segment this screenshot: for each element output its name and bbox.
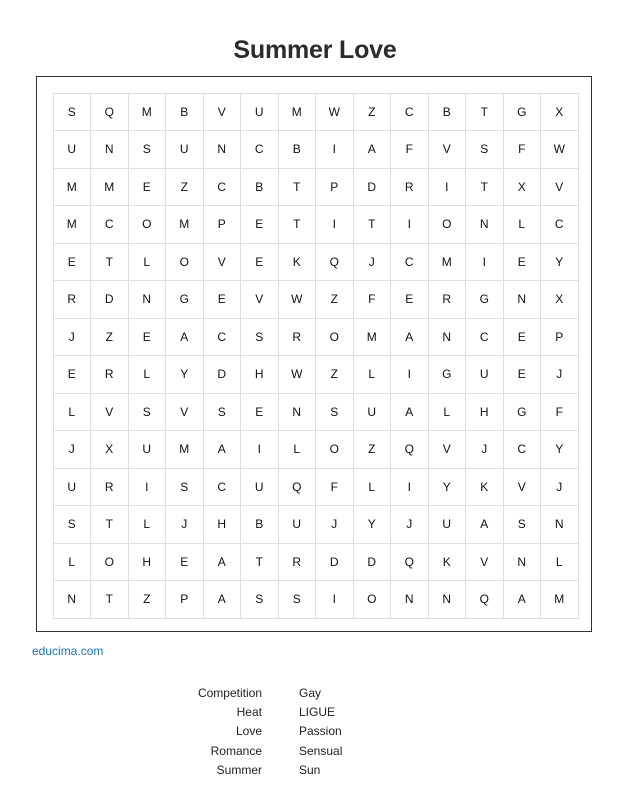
- grid-cell[interactable]: Z: [165, 168, 204, 207]
- grid-cell[interactable]: C: [540, 205, 579, 244]
- grid-cell[interactable]: G: [503, 93, 542, 132]
- grid-cell[interactable]: L: [128, 355, 167, 394]
- grid-cell[interactable]: M: [90, 168, 129, 207]
- grid-cell[interactable]: S: [53, 505, 92, 544]
- grid-cell[interactable]: L: [53, 543, 92, 582]
- grid-cell[interactable]: K: [428, 543, 467, 582]
- grid-cell[interactable]: S: [128, 130, 167, 169]
- grid-cell[interactable]: F: [353, 280, 392, 319]
- grid-cell[interactable]: J: [540, 355, 579, 394]
- grid-cell[interactable]: H: [240, 355, 279, 394]
- grid-cell[interactable]: G: [465, 280, 504, 319]
- grid-cell[interactable]: I: [390, 468, 429, 507]
- grid-cell[interactable]: N: [278, 393, 317, 432]
- grid-cell[interactable]: I: [315, 130, 354, 169]
- grid-cell[interactable]: V: [465, 543, 504, 582]
- grid-cell[interactable]: Z: [128, 580, 167, 619]
- grid-cell[interactable]: J: [390, 505, 429, 544]
- grid-cell[interactable]: M: [128, 93, 167, 132]
- grid-cell[interactable]: S: [128, 393, 167, 432]
- grid-cell[interactable]: I: [315, 205, 354, 244]
- grid-cell[interactable]: R: [278, 543, 317, 582]
- grid-cell[interactable]: D: [203, 355, 242, 394]
- grid-cell[interactable]: D: [353, 543, 392, 582]
- grid-cell[interactable]: F: [390, 130, 429, 169]
- grid-cell[interactable]: Y: [165, 355, 204, 394]
- grid-cell[interactable]: Y: [540, 430, 579, 469]
- word-list-item: LIGUE: [299, 705, 336, 720]
- grid-cell[interactable]: V: [503, 468, 542, 507]
- grid-cell[interactable]: T: [90, 505, 129, 544]
- grid-cell[interactable]: Q: [390, 543, 429, 582]
- grid-cell[interactable]: Y: [540, 243, 579, 282]
- grid-cell[interactable]: K: [278, 243, 317, 282]
- grid-cell[interactable]: M: [278, 93, 317, 132]
- grid-cell[interactable]: E: [128, 318, 167, 357]
- grid-cell[interactable]: C: [203, 318, 242, 357]
- grid-cell[interactable]: N: [540, 505, 579, 544]
- grid-cell[interactable]: F: [315, 468, 354, 507]
- grid-cell[interactable]: L: [53, 393, 92, 432]
- grid-cell[interactable]: A: [465, 505, 504, 544]
- grid-cell[interactable]: A: [165, 318, 204, 357]
- grid-cell[interactable]: V: [240, 280, 279, 319]
- grid-cell[interactable]: O: [128, 205, 167, 244]
- grid-cell[interactable]: R: [390, 168, 429, 207]
- grid-cell[interactable]: M: [53, 168, 92, 207]
- grid-cell[interactable]: J: [540, 468, 579, 507]
- grid-cell[interactable]: L: [278, 430, 317, 469]
- grid-cell[interactable]: C: [503, 430, 542, 469]
- grid-cell[interactable]: G: [428, 355, 467, 394]
- grid-cell[interactable]: R: [428, 280, 467, 319]
- grid-cell[interactable]: E: [240, 243, 279, 282]
- grid-cell[interactable]: V: [203, 243, 242, 282]
- grid-cell[interactable]: L: [128, 243, 167, 282]
- word-list-item: Heat: [236, 705, 262, 720]
- grid-cell[interactable]: O: [90, 543, 129, 582]
- grid-cell[interactable]: Q: [465, 580, 504, 619]
- grid-cell[interactable]: E: [503, 243, 542, 282]
- grid-cell[interactable]: A: [203, 543, 242, 582]
- grid-cell[interactable]: M: [165, 205, 204, 244]
- grid-cell[interactable]: C: [390, 243, 429, 282]
- grid-cell[interactable]: C: [203, 468, 242, 507]
- grid-cell[interactable]: B: [278, 130, 317, 169]
- grid-cell[interactable]: E: [503, 318, 542, 357]
- grid-cell[interactable]: S: [503, 505, 542, 544]
- grid-cell[interactable]: Y: [353, 505, 392, 544]
- grid-cell[interactable]: I: [240, 430, 279, 469]
- grid-cell[interactable]: W: [278, 355, 317, 394]
- grid-cell[interactable]: P: [203, 205, 242, 244]
- grid-cell[interactable]: E: [240, 393, 279, 432]
- grid-cell[interactable]: V: [428, 430, 467, 469]
- grid-cell[interactable]: H: [203, 505, 242, 544]
- grid-cell[interactable]: V: [540, 168, 579, 207]
- grid-cell[interactable]: Q: [315, 243, 354, 282]
- grid-cell[interactable]: I: [390, 355, 429, 394]
- grid-cell[interactable]: T: [465, 93, 504, 132]
- grid-cell[interactable]: Z: [315, 355, 354, 394]
- grid-cell[interactable]: W: [540, 130, 579, 169]
- grid-cell[interactable]: Q: [90, 93, 129, 132]
- grid-cell[interactable]: N: [128, 280, 167, 319]
- source-link[interactable]: educima.com: [32, 644, 104, 658]
- grid-cell[interactable]: E: [128, 168, 167, 207]
- grid-cell[interactable]: C: [90, 205, 129, 244]
- grid-cell[interactable]: O: [428, 205, 467, 244]
- grid-cell[interactable]: X: [503, 168, 542, 207]
- grid-cell[interactable]: H: [465, 393, 504, 432]
- grid-cell[interactable]: U: [240, 468, 279, 507]
- word-list-item: Romance: [210, 743, 262, 758]
- grid-cell[interactable]: C: [203, 168, 242, 207]
- grid-cell[interactable]: S: [465, 130, 504, 169]
- grid-cell[interactable]: N: [503, 280, 542, 319]
- grid-cell[interactable]: I: [390, 205, 429, 244]
- grid-cell[interactable]: R: [53, 280, 92, 319]
- grid-cell[interactable]: D: [315, 543, 354, 582]
- word-list-item: Competition: [197, 686, 262, 700]
- grid-cell[interactable]: S: [165, 468, 204, 507]
- grid-cell[interactable]: Q: [278, 468, 317, 507]
- grid-cell[interactable]: D: [90, 280, 129, 319]
- grid-cell[interactable]: T: [240, 543, 279, 582]
- grid-cell[interactable]: O: [353, 580, 392, 619]
- grid-cell[interactable]: P: [165, 580, 204, 619]
- grid-cell[interactable]: J: [165, 505, 204, 544]
- grid-cell[interactable]: U: [240, 93, 279, 132]
- grid-cell[interactable]: U: [428, 505, 467, 544]
- grid-cell[interactable]: G: [165, 280, 204, 319]
- grid-cell[interactable]: N: [53, 580, 92, 619]
- grid-cell[interactable]: N: [390, 580, 429, 619]
- grid-cell[interactable]: H: [128, 543, 167, 582]
- grid-cell[interactable]: L: [128, 505, 167, 544]
- grid-cell[interactable]: I: [315, 580, 354, 619]
- grid-cell[interactable]: P: [540, 318, 579, 357]
- grid-cell[interactable]: N: [428, 580, 467, 619]
- grid-cell[interactable]: P: [315, 168, 354, 207]
- grid-cell[interactable]: J: [315, 505, 354, 544]
- grid-cell[interactable]: V: [90, 393, 129, 432]
- grid-cell[interactable]: T: [278, 205, 317, 244]
- grid-cell[interactable]: U: [53, 130, 92, 169]
- grid-cell[interactable]: W: [315, 93, 354, 132]
- grid-cell[interactable]: Z: [353, 430, 392, 469]
- grid-cell[interactable]: A: [203, 580, 242, 619]
- grid-cell[interactable]: M: [540, 580, 579, 619]
- grid-cell[interactable]: S: [240, 580, 279, 619]
- grid-cell[interactable]: U: [353, 393, 392, 432]
- grid-cell[interactable]: S: [315, 393, 354, 432]
- grid-cell[interactable]: N: [465, 205, 504, 244]
- grid-cell[interactable]: M: [165, 430, 204, 469]
- grid-cell[interactable]: A: [503, 580, 542, 619]
- grid-cell[interactable]: N: [503, 543, 542, 582]
- grid-cell[interactable]: E: [53, 355, 92, 394]
- grid-cell[interactable]: L: [503, 205, 542, 244]
- grid-cell[interactable]: X: [90, 430, 129, 469]
- grid-cell[interactable]: A: [353, 130, 392, 169]
- grid-cell[interactable]: S: [203, 393, 242, 432]
- word-list-item: Gay: [299, 686, 322, 700]
- grid-cell[interactable]: J: [353, 243, 392, 282]
- grid-cell[interactable]: I: [428, 168, 467, 207]
- grid-cell[interactable]: B: [428, 93, 467, 132]
- grid-cell[interactable]: M: [53, 205, 92, 244]
- grid-cell[interactable]: N: [428, 318, 467, 357]
- grid-cell[interactable]: J: [53, 430, 92, 469]
- word-list-item: Love: [235, 724, 262, 739]
- grid-cell[interactable]: I: [465, 243, 504, 282]
- grid-cell[interactable]: E: [503, 355, 542, 394]
- grid-cell[interactable]: X: [540, 93, 579, 132]
- grid-cell[interactable]: Z: [353, 93, 392, 132]
- grid-cell[interactable]: T: [90, 580, 129, 619]
- grid-cell[interactable]: S: [240, 318, 279, 357]
- grid-cell[interactable]: C: [465, 318, 504, 357]
- grid-cell[interactable]: R: [90, 468, 129, 507]
- letter-grid: [53, 93, 578, 618]
- grid-cell[interactable]: U: [278, 505, 317, 544]
- grid-cell[interactable]: D: [353, 168, 392, 207]
- grid-cell[interactable]: E: [165, 543, 204, 582]
- word-list-item: Summer: [216, 762, 262, 777]
- grid-cell[interactable]: A: [203, 430, 242, 469]
- grid-cell[interactable]: R: [90, 355, 129, 394]
- grid-cell[interactable]: J: [53, 318, 92, 357]
- grid-cell[interactable]: O: [315, 430, 354, 469]
- grid-cell[interactable]: J: [465, 430, 504, 469]
- grid-cell[interactable]: T: [90, 243, 129, 282]
- grid-cell[interactable]: B: [240, 505, 279, 544]
- grid-cell[interactable]: Z: [90, 318, 129, 357]
- grid-cell[interactable]: C: [240, 130, 279, 169]
- grid-cell[interactable]: L: [353, 468, 392, 507]
- grid-cell[interactable]: Z: [315, 280, 354, 319]
- word-list-item: Passion: [299, 724, 342, 739]
- grid-cell[interactable]: T: [353, 205, 392, 244]
- grid-cell[interactable]: S: [278, 580, 317, 619]
- grid-cell[interactable]: M: [428, 243, 467, 282]
- grid-cell[interactable]: X: [540, 280, 579, 319]
- grid-cell[interactable]: I: [128, 468, 167, 507]
- grid-cell[interactable]: L: [428, 393, 467, 432]
- grid-cell[interactable]: S: [53, 93, 92, 132]
- grid-cell[interactable]: E: [240, 205, 279, 244]
- grid-cell[interactable]: E: [203, 280, 242, 319]
- grid-cell[interactable]: O: [315, 318, 354, 357]
- grid-cell[interactable]: B: [165, 93, 204, 132]
- grid-cell[interactable]: V: [203, 93, 242, 132]
- grid-cell[interactable]: U: [128, 430, 167, 469]
- word-list-item: Sun: [299, 762, 321, 777]
- puzzle-title: Summer Love: [233, 36, 397, 64]
- grid-cell[interactable]: L: [540, 543, 579, 582]
- grid-cell[interactable]: K: [465, 468, 504, 507]
- grid-cell[interactable]: U: [53, 468, 92, 507]
- puzzle-frame: [36, 76, 592, 632]
- grid-cell[interactable]: Q: [390, 430, 429, 469]
- grid-cell[interactable]: B: [240, 168, 279, 207]
- grid-cell[interactable]: V: [165, 393, 204, 432]
- grid-cell[interactable]: C: [390, 93, 429, 132]
- grid-cell[interactable]: A: [390, 393, 429, 432]
- grid-cell[interactable]: T: [278, 168, 317, 207]
- word-list-item: Sensual: [299, 743, 343, 758]
- grid-cell[interactable]: R: [278, 318, 317, 357]
- grid-cell[interactable]: N: [90, 130, 129, 169]
- grid-cell[interactable]: Y: [428, 468, 467, 507]
- grid-cell[interactable]: G: [503, 393, 542, 432]
- grid-cell[interactable]: U: [465, 355, 504, 394]
- grid-cell[interactable]: T: [465, 168, 504, 207]
- grid-cell[interactable]: W: [278, 280, 317, 319]
- grid-cell[interactable]: N: [203, 130, 242, 169]
- grid-cell[interactable]: U: [165, 130, 204, 169]
- grid-cell[interactable]: A: [390, 318, 429, 357]
- grid-cell[interactable]: E: [53, 243, 92, 282]
- grid-cell[interactable]: M: [353, 318, 392, 357]
- grid-cell[interactable]: F: [540, 393, 579, 432]
- grid-cell[interactable]: V: [428, 130, 467, 169]
- grid-cell[interactable]: O: [165, 243, 204, 282]
- grid-cell[interactable]: E: [390, 280, 429, 319]
- grid-cell[interactable]: L: [353, 355, 392, 394]
- grid-cell[interactable]: F: [503, 130, 542, 169]
